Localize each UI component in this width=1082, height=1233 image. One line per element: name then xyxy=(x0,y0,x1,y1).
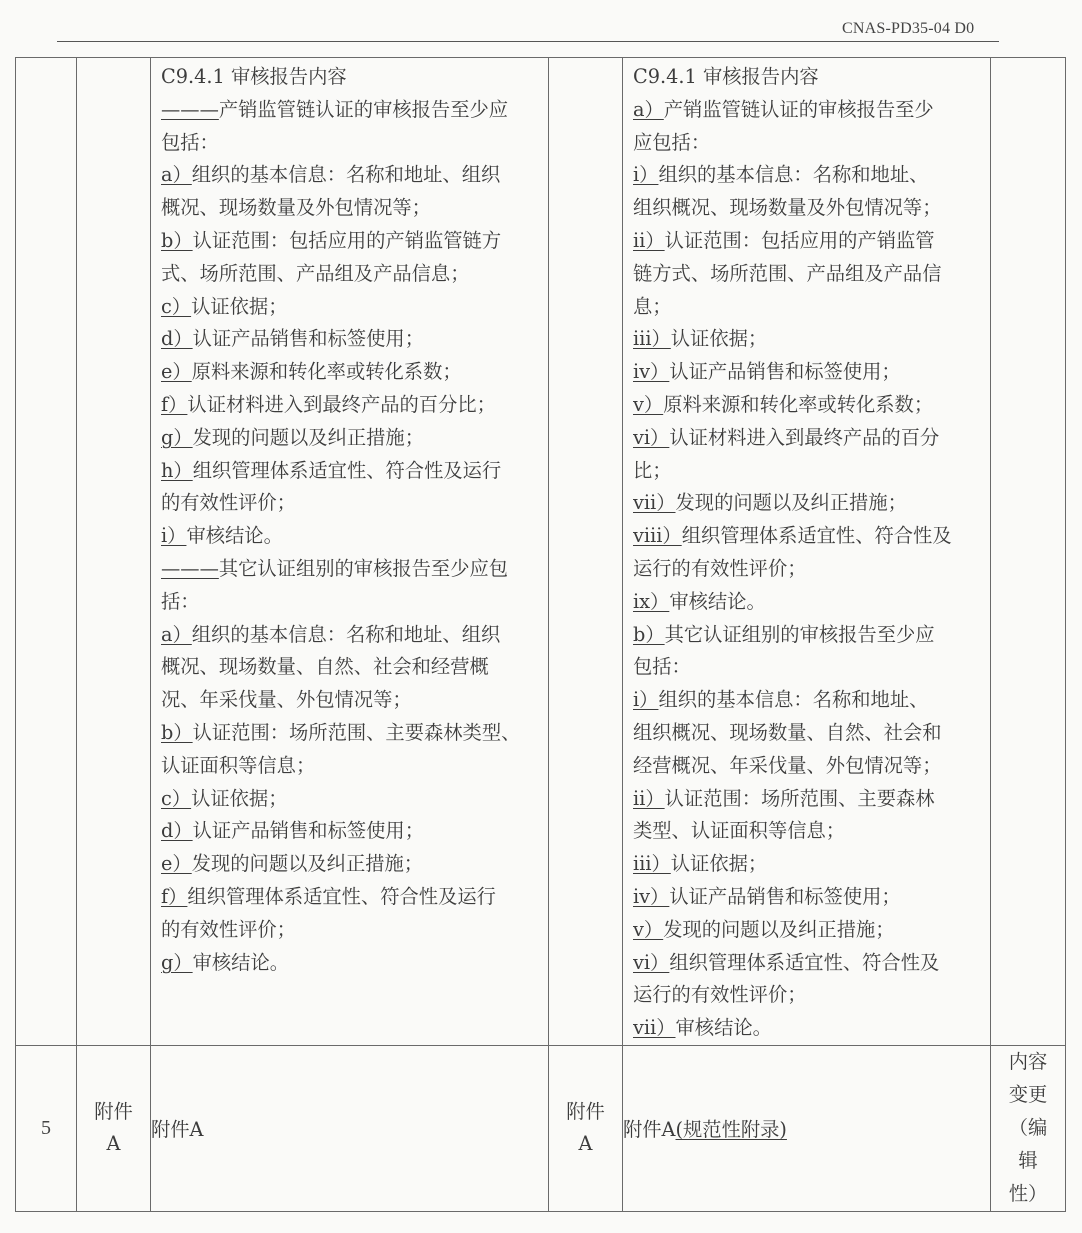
old-text-line xyxy=(161,717,540,750)
old-text-line xyxy=(161,192,540,225)
item-marker: ⅷ） xyxy=(633,524,682,548)
item-marker: b） xyxy=(633,622,665,646)
old-text-line xyxy=(161,783,540,816)
line-text: 包括： xyxy=(161,130,219,154)
remark-line: （编 xyxy=(1008,1116,1048,1139)
item-marker: ⅰ） xyxy=(633,688,659,712)
item-marker: ——— xyxy=(161,556,219,580)
remark-cell xyxy=(991,1045,1066,1211)
new-text-line xyxy=(633,553,982,586)
item-marker: f） xyxy=(161,884,188,908)
old-text-line xyxy=(161,389,540,422)
line-text: 发现的问题以及纠正措施； xyxy=(675,491,907,515)
old-text-line xyxy=(161,94,540,127)
line-text: 组织的基本信息：名称和地址、组织 xyxy=(191,163,501,187)
line-text: C9.4.1 审核报告内容 xyxy=(633,65,819,88)
line-text: 认证范围：场所范围、主要森林类型、 xyxy=(192,720,521,744)
old-text-line xyxy=(161,291,540,324)
line-text: 产销监管链认证的审核报告至少应 xyxy=(218,97,509,121)
new-clause-line: 附件 xyxy=(566,1100,605,1124)
new-annex-text xyxy=(623,1045,991,1211)
new-text-line xyxy=(633,684,982,717)
line-text: 其它认证组别的审核报告至少应包 xyxy=(218,556,509,580)
line-text: 审核结论。 xyxy=(186,524,283,548)
line-text: 组织的基本信息：名称和地址、 xyxy=(658,163,929,187)
line-text: 的有效性评价； xyxy=(161,917,296,941)
new-text-line xyxy=(633,61,982,94)
item-marker: d） xyxy=(161,819,193,843)
item-marker: a） xyxy=(161,163,192,187)
item-marker: ⅵ） xyxy=(633,425,670,449)
new-text-line xyxy=(633,815,982,848)
line-text: 原料来源和转化率或转化系数； xyxy=(663,392,934,416)
new-text-cell xyxy=(623,58,991,1046)
new-text-line xyxy=(633,192,982,225)
old-text-line xyxy=(161,947,540,980)
document-code: CNAS-PD35-04 D0 xyxy=(842,20,975,37)
new-text-line xyxy=(633,487,982,520)
new-text-line xyxy=(633,389,982,422)
new-text-line xyxy=(633,258,982,291)
new-text-line xyxy=(633,750,982,783)
line-text: 比； xyxy=(633,458,672,482)
line-text: 概况、现场数量、自然、社会和经营概 xyxy=(161,655,489,679)
new-text-line xyxy=(633,881,982,914)
line-text: 认证材料进入到最终产品的百分 xyxy=(669,425,940,449)
line-text: 原料来源和转化率或转化系数； xyxy=(191,360,462,384)
new-text-line xyxy=(633,225,982,258)
new-text-line xyxy=(633,422,982,455)
new-text-line xyxy=(633,619,982,652)
line-text: 发现的问题以及纠正措施； xyxy=(191,852,424,876)
new-clause-cell xyxy=(549,58,623,1046)
old-text-line xyxy=(161,487,540,520)
old-text-line xyxy=(161,225,540,258)
line-text: 认证面积等信息； xyxy=(161,753,316,777)
old-text-line xyxy=(161,520,540,553)
item-marker: i） xyxy=(161,524,187,548)
item-marker: c） xyxy=(161,294,192,318)
new-text-line xyxy=(633,1012,982,1045)
old-annex-text: 附件A xyxy=(151,1045,549,1211)
line-text: 审核结论。 xyxy=(192,950,290,974)
new-clause-cell xyxy=(549,1045,623,1211)
item-marker: ⅱ） xyxy=(633,786,665,810)
line-text: 认证依据； xyxy=(670,327,768,351)
item-marker: ⅳ） xyxy=(633,360,670,384)
new-text-line xyxy=(633,848,982,881)
line-text: 况、年采伐量、外包情况等； xyxy=(161,688,412,712)
line-text: 的有效性评价； xyxy=(161,491,296,515)
old-text-line xyxy=(161,848,540,881)
header-rule xyxy=(57,41,999,42)
item-marker: ⅰ） xyxy=(633,163,659,187)
item-marker: a） xyxy=(633,97,664,121)
line-text: 包括： xyxy=(633,655,691,679)
old-clause-cell xyxy=(77,1045,151,1211)
item-marker: ⅶ） xyxy=(633,1016,676,1040)
line-text: 组织概况、现场数量及外包情况等； xyxy=(633,196,942,220)
old-text-line xyxy=(161,684,540,717)
item-marker: b） xyxy=(161,228,193,252)
line-text: 审核结论。 xyxy=(675,1016,772,1040)
new-text-line xyxy=(633,586,982,619)
old-text-line xyxy=(161,422,540,455)
line-text: 组织的基本信息：名称和地址、 xyxy=(658,688,929,712)
old-text-line xyxy=(161,619,540,652)
old-text-block xyxy=(151,58,548,979)
line-text: 组织管理体系适宜性、符合性及运行 xyxy=(187,884,496,908)
line-text: 认证范围：场所范围、主要森林 xyxy=(664,786,935,810)
new-text-block xyxy=(623,58,990,1045)
old-text-cell xyxy=(151,58,549,1046)
item-marker: a） xyxy=(161,622,192,646)
item-marker: g） xyxy=(161,950,193,974)
old-text-line xyxy=(161,651,540,684)
item-marker: e） xyxy=(161,360,192,384)
line-text: 类型、认证面积等信息； xyxy=(633,819,846,843)
line-text: 认证材料进入到最终产品的百分比； xyxy=(187,392,496,416)
item-marker: ⅸ） xyxy=(633,589,670,613)
remark-line: 内容 xyxy=(1008,1050,1048,1074)
old-text-line xyxy=(161,815,540,848)
new-text-line xyxy=(633,291,982,324)
new-clause-line: A xyxy=(578,1132,593,1156)
remark-cell xyxy=(991,58,1066,1046)
line-text: 认证产品销售和标签使用； xyxy=(192,819,424,843)
item-marker: ——— xyxy=(161,97,219,121)
line-text: 审核结论。 xyxy=(669,589,766,613)
line-text: 概况、现场数量及外包情况等； xyxy=(161,196,431,220)
line-text: 认证范围：包括应用的产销监管 xyxy=(664,228,935,252)
line-text: 其它认证组别的审核报告至少应 xyxy=(664,622,935,646)
line-text: 运行的有效性评价； xyxy=(633,556,807,580)
line-text: 组织的基本信息：名称和地址、组织 xyxy=(191,622,501,646)
row-number-cell xyxy=(16,58,77,1046)
item-marker: ⅱ） xyxy=(633,228,665,252)
line-text: 括： xyxy=(161,589,200,613)
line-text: 发现的问题以及纠正措施； xyxy=(192,425,424,449)
new-text-line xyxy=(633,914,982,947)
line-text: 认证依据； xyxy=(670,852,768,876)
line-text: 应包括： xyxy=(633,130,711,154)
new-text-line xyxy=(633,979,982,1012)
item-marker: b） xyxy=(161,720,193,744)
revision-table xyxy=(15,57,1066,1212)
new-text-line xyxy=(633,947,982,980)
table-row-c941 xyxy=(16,58,1066,1046)
new-annex-added: (规范性附录) xyxy=(675,1118,787,1142)
old-text-line xyxy=(161,356,540,389)
item-marker: ⅲ） xyxy=(633,852,671,876)
item-marker: ⅴ） xyxy=(633,392,664,416)
new-text-line xyxy=(633,717,982,750)
old-clause-line: A xyxy=(106,1132,121,1156)
old-clause-cell xyxy=(77,58,151,1046)
old-text-line xyxy=(161,881,540,914)
old-text-line xyxy=(161,258,540,291)
new-text-line xyxy=(633,455,982,488)
line-text: 认证产品销售和标签使用； xyxy=(669,360,901,384)
old-clause-line: 附件 xyxy=(94,1100,133,1124)
old-text-line xyxy=(161,586,540,619)
line-text: 组织管理体系适宜性、符合性及运行 xyxy=(192,458,502,482)
new-text-line xyxy=(633,127,982,160)
item-marker: d） xyxy=(161,327,193,351)
old-text-line xyxy=(161,159,540,192)
line-text: 链方式、场所范围、产品组及产品信 xyxy=(633,261,942,285)
remark-line: 性） xyxy=(1008,1181,1048,1205)
line-text: 式、场所范围、产品组及产品信息； xyxy=(161,261,470,285)
item-marker: c） xyxy=(161,786,192,810)
line-text: 产销监管链认证的审核报告至少 xyxy=(663,97,934,121)
item-marker: g） xyxy=(161,425,193,449)
new-text-line xyxy=(633,356,982,389)
line-text: C9.4.1 审核报告内容 xyxy=(161,65,347,88)
new-text-line xyxy=(633,94,982,127)
old-text-line xyxy=(161,455,540,488)
item-marker: f） xyxy=(161,392,188,416)
new-text-line xyxy=(633,651,982,684)
remark-line: 变更 xyxy=(1008,1083,1048,1107)
line-text: 认证产品销售和标签使用； xyxy=(669,884,901,908)
new-annex-prefix: 附件A xyxy=(623,1118,676,1142)
item-marker: ⅵ） xyxy=(633,950,670,974)
line-text: 认证产品销售和标签使用； xyxy=(192,327,424,351)
line-text: 组织管理体系适宜性、符合性及 xyxy=(669,950,940,974)
new-text-line xyxy=(633,159,982,192)
remark-line: 辑 xyxy=(1018,1148,1038,1172)
item-marker: h） xyxy=(161,458,193,482)
line-text: 组织概况、现场数量、自然、社会和 xyxy=(633,720,942,744)
line-text: 组织管理体系适宜性、符合性及 xyxy=(681,524,952,548)
old-text-line xyxy=(161,750,540,783)
old-text-line xyxy=(161,127,540,160)
table-row-annex xyxy=(16,1045,1066,1211)
line-text: 经营概况、年采伐量、外包情况等； xyxy=(633,753,942,777)
old-text-line xyxy=(161,323,540,356)
line-text: 发现的问题以及纠正措施； xyxy=(663,917,895,941)
item-marker: ⅲ） xyxy=(633,327,671,351)
item-marker: ⅳ） xyxy=(633,884,670,908)
new-text-line xyxy=(633,783,982,816)
new-text-line xyxy=(633,323,982,356)
line-text: 息； xyxy=(633,294,672,318)
item-marker: ⅶ） xyxy=(633,491,676,515)
line-text: 认证依据； xyxy=(191,786,288,810)
old-text-line xyxy=(161,914,540,947)
line-text: 认证范围：包括应用的产销监管链方 xyxy=(192,228,502,252)
line-text: 认证依据； xyxy=(191,294,288,318)
item-marker: ⅴ） xyxy=(633,917,664,941)
old-text-line xyxy=(161,61,540,94)
item-marker: e） xyxy=(161,852,192,876)
line-text: 运行的有效性评价； xyxy=(633,983,807,1007)
new-text-line xyxy=(633,520,982,553)
row-number: 5 xyxy=(16,1045,77,1211)
old-text-line xyxy=(161,553,540,586)
